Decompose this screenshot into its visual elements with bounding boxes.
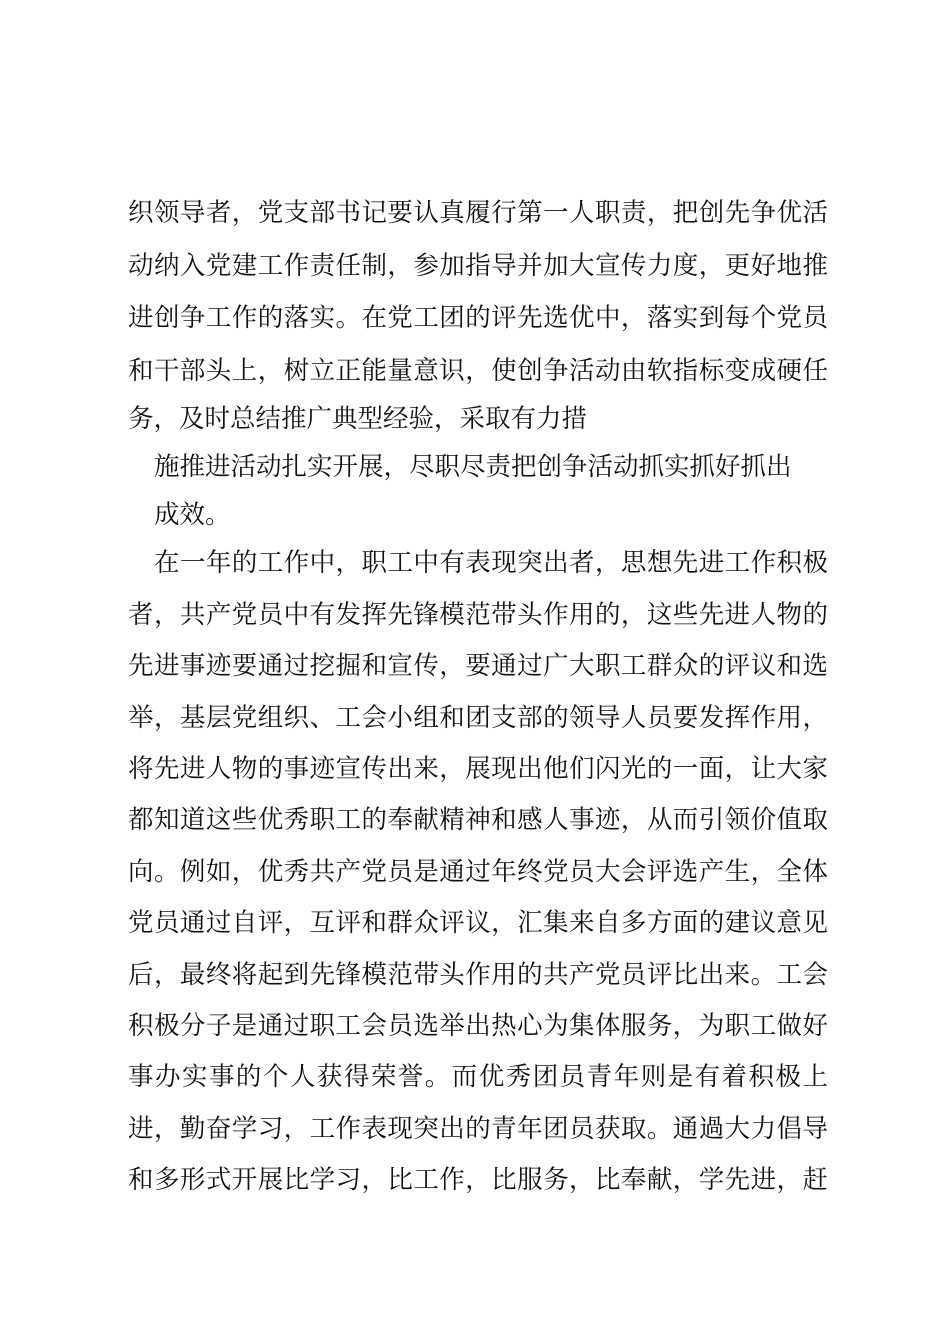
text-line: 和多形式开展比学习，比工作，比服务，比奉献，学先进，赶 [128,1165,828,1195]
text-line: 务，及时总结推广典型经验，采取有力措 [128,404,588,434]
text-line: 进创争工作的落实。在党工团的评先选优中，落实到每个党员 [128,303,828,333]
text-line: 将先进人物的事迹宣传出来，展现出他们闪光的一面，让大家 [128,754,828,784]
text-line: 先进事迹要通过挖掘和宣传，要通过广大职工群众的评议和选 [128,651,828,681]
text-line: 向。例如，优秀共产党员是通过年终党员大会评选产生，全体 [128,857,828,887]
text-line: 进，勤奋学习，工作表现突出的青年团员获取。通過大力倡导 [128,1114,828,1144]
text-line: 和干部头上，树立正能量意识，使创争活动由软指标变成硬任 [128,356,828,386]
text-line: 事办实事的个人获得荣誉。而优秀团员青年则是有着积极上 [128,1062,828,1092]
text-line: 积极分子是通过职工会员选举出热心为集体服务，为职工做好 [128,1011,828,1041]
text-line: 成效。 [154,500,231,530]
text-line: 后，最终将起到先锋模范带头作用的共产党员评比出来。工会 [128,960,828,990]
text-line: 举，基层党组织、工会小组和团支部的领导人员要发挥作用， [128,703,828,733]
text-line: 在一年的工作中，职工中有表现突出者，思想先进工作积极 [154,548,828,578]
text-line: 都知道这些优秀职工的奉献精神和感人事迹，从而引领价值取 [128,805,828,835]
text-line: 者，共产党员中有发挥先锋模范带头作用的，这些先进人物的 [128,600,828,630]
text-line: 动纳入党建工作责任制，参加指导并加大宣传力度，更好地推 [128,251,828,281]
text-line: 织领导者，党支部书记要认真履行第一人职责，把创先争优活 [128,198,828,228]
text-line: 党员通过自评，互评和群众评议，汇集来自多方面的建议意见 [128,908,828,938]
text-line: 施推进活动扎实开展，尽职尽责把创争活动抓实抓好抓出 [154,452,792,482]
